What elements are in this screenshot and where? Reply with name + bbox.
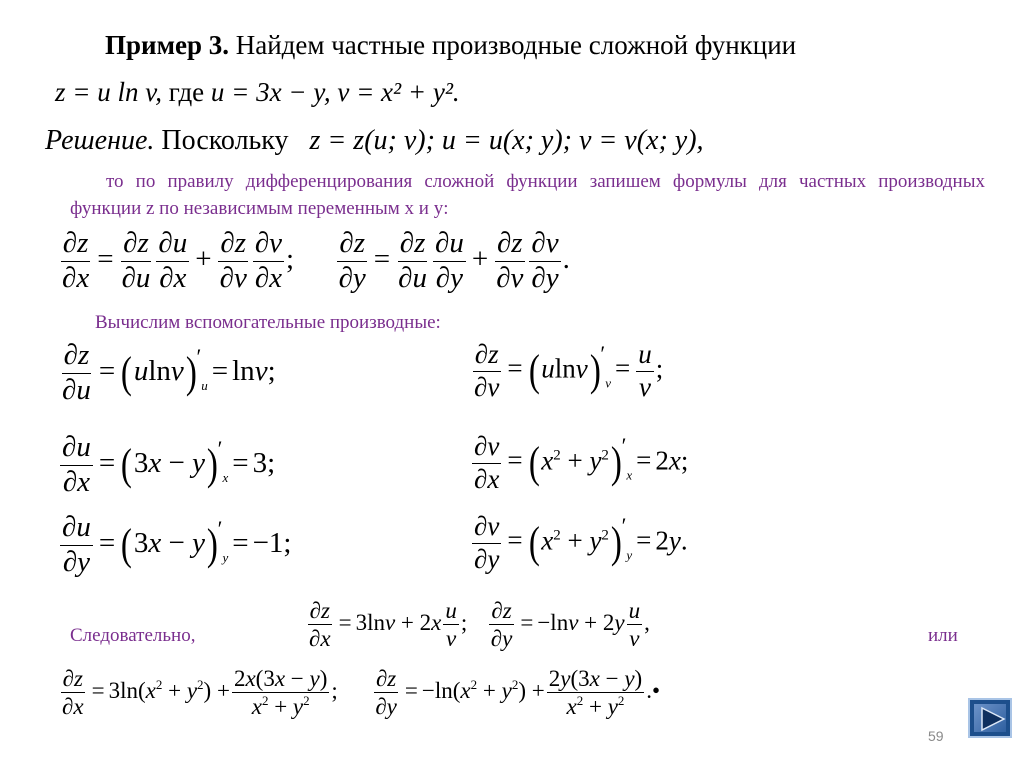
derivative-u-x: $\frac{\partial u}{\partial x}$ = $(3x - y)'_x = 3$; (62, 431, 276, 498)
derivative-v-y: $\frac{\partial v}{\partial y}$ = $(x^2 + y^2)'_y = 2y$. (474, 511, 688, 574)
explanation-text: то по правилу дифференцирования сложной функции запишем формулы для частных производных функции z по независимым переменным x и y: (70, 171, 985, 219)
derivative-z-v: $\frac{\partial z}{\partial v}$ = $(ulnv)'_v$ = $\frac{u}{v}$ ; (474, 339, 664, 402)
example-label: Пример 3. (105, 30, 229, 60)
or-word: или (928, 625, 958, 646)
example-heading (105, 30, 796, 61)
solution-label: Решение. (45, 125, 155, 156)
example-text: Найдем частные производные сложной функции (235, 30, 797, 60)
function-expression: z = u ln v, (55, 77, 162, 107)
substitutions: u = 3x − y, v = x² + y². (210, 77, 460, 107)
function-definition (55, 77, 460, 108)
solution-line (45, 125, 704, 157)
solution-since: Поскольку (161, 125, 289, 156)
therefore-word: Следовательно, (70, 625, 196, 646)
auxiliary-heading: Вычислим вспомогательные производные: (95, 312, 441, 333)
play-triangle-icon (978, 706, 1006, 732)
dependencies: z = z(u; v); u = u(x; y); v = v(x; y), (309, 125, 704, 156)
final-derivatives: $\frac{\partial z}{\partial x}$ = $3\ln(x^2 + y^2)$ + $\frac{2x(3x - y)}{x^2 + y^2}$ ; $\frac{\partial z}{\partial y}$ = $-\ln(x^2 + y^2)$ + $\frac{2y(3x - y)}{x^2 + y^2}$ .• (62, 666, 661, 720)
derivative-v-x: $\frac{\partial v}{\partial x}$ = $(x^2 + y^2)'_x = 2x$; (474, 431, 689, 494)
derivative-u-y: $\frac{\partial u}{\partial y}$ = $(3x - y)'_y = -1$; (62, 511, 292, 578)
derivative-z-u: $\frac{\partial z}{\partial u}$ = $(ulnv)'_u = \ln v$; (62, 339, 276, 406)
chain-rule-formulas: $\frac{\partial z}{\partial x}$ = $\frac{\partial z}{\partial u}$ $\frac{\partial u}{\partial x}$ + $\frac{\partial z}{\partial v}$ $\frac{\partial v}{\partial x}$ ; $\frac{\partial z}{\partial y}$ = $\frac{\partial z}{\partial u}$ $\frac{\partial u}{\partial y}$ + $\frac{\partial z}{\partial v}$ $\frac{\partial v}{\partial y}$ . (62, 227, 570, 294)
page-number: 59 (928, 728, 944, 744)
next-slide-button[interactable] (968, 698, 1012, 738)
where-word: где (168, 77, 205, 107)
result-short-forms: $\frac{\partial z}{\partial x}$ = 3lnv + 2x $\frac{u}{v}$ ; $\frac{\partial z}{\partial y}$ = −lnv + 2y $\frac{u}{v}$ , (309, 598, 650, 652)
